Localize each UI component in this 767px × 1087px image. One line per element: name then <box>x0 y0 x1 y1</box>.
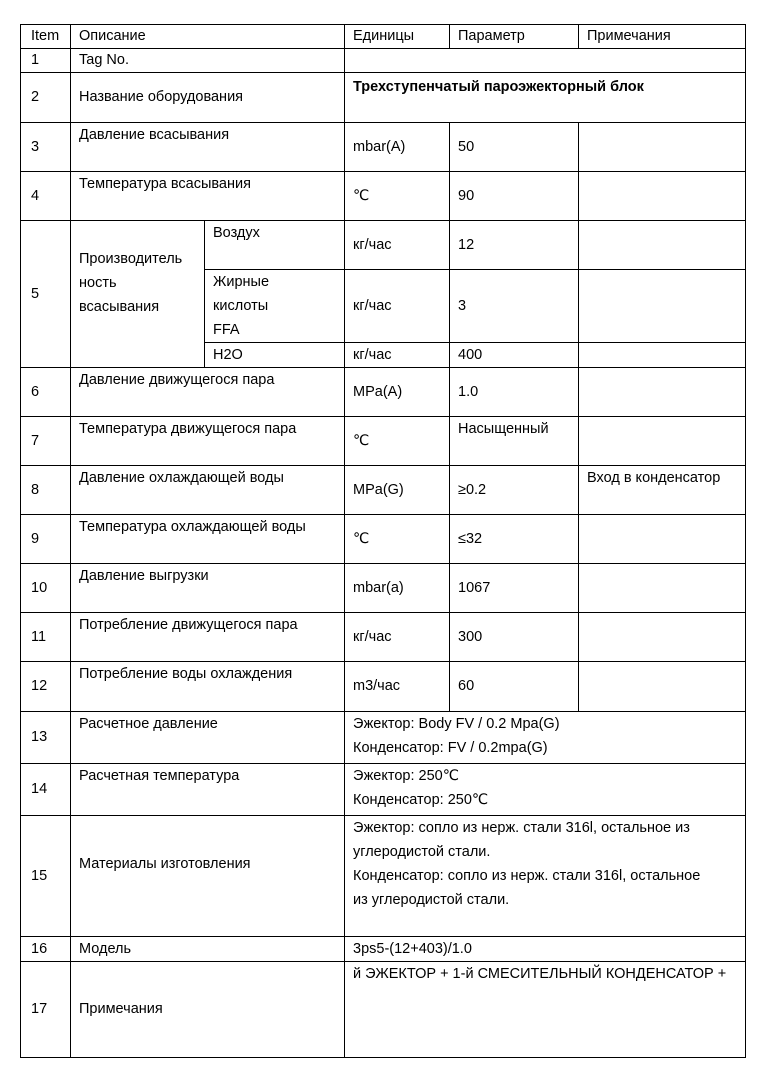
row-8-parameter: ≥0.2 <box>449 465 579 515</box>
row-11-description: Потребление движущегося пара <box>70 612 345 662</box>
row-16-description: Модель <box>70 936 345 962</box>
row-9-description: Температура охлаждающей воды <box>70 514 345 564</box>
row-5-sub-air-note <box>578 220 746 270</box>
row-10-number: 10 <box>20 563 71 613</box>
row-17-description: Примечания <box>70 961 345 1058</box>
row-9-parameter: ≤32 <box>449 514 579 564</box>
row-5-sub-h2o-unit: кг/час <box>344 342 450 368</box>
row-13-value: Эжектор: Body FV / 0.2 Mpa(G) Конденсатор: FV / 0.2mpa(G) <box>344 711 746 764</box>
row-5-sub-h2o-parameter: 400 <box>449 342 579 368</box>
row-14-description: Расчетная температура <box>70 763 345 816</box>
row-15-value: Эжектор: сопло из нерж. стали 316l, остальное из углеродистой стали. Конденсатор: сопло из нерж. стали 316l, остальное из углеродистой стали. <box>344 815 746 937</box>
row-8-description: Давление охлаждающей воды <box>70 465 345 515</box>
row-5-description: Производитель ность всасывания <box>70 220 205 368</box>
row-7-parameter: Насыщенный <box>449 416 579 466</box>
row-2-description: Название оборудования <box>70 72 345 123</box>
row-12-note <box>578 661 746 712</box>
row-4-note <box>578 171 746 221</box>
header-units: Единицы <box>344 24 450 49</box>
row-3-unit: mbar(A) <box>344 122 450 172</box>
row-10-unit: mbar(a) <box>344 563 450 613</box>
row-5-number: 5 <box>20 220 71 368</box>
row-8-note: Вход в конденсатор <box>578 465 746 515</box>
row-16-value: 3ps5-(12+403)/1.0 <box>344 936 746 962</box>
row-5-sub-air-name: Воздух <box>204 220 345 270</box>
row-1-number: 1 <box>20 48 71 73</box>
row-11-unit: кг/час <box>344 612 450 662</box>
row-6-parameter: 1.0 <box>449 367 579 417</box>
header-parameter: Параметр <box>449 24 579 49</box>
row-3-description: Давление всасывания <box>70 122 345 172</box>
row-12-number: 12 <box>20 661 71 712</box>
header-item: Item <box>20 24 71 49</box>
row-6-number: 6 <box>20 367 71 417</box>
row-16-number: 16 <box>20 936 71 962</box>
row-4-parameter: 90 <box>449 171 579 221</box>
row-8-unit: MPa(G) <box>344 465 450 515</box>
row-6-unit: MPa(A) <box>344 367 450 417</box>
row-9-note <box>578 514 746 564</box>
row-3-note <box>578 122 746 172</box>
row-14-value: Эжектор: 250℃ Конденсатор: 250℃ <box>344 763 746 816</box>
row-2-number: 2 <box>20 72 71 123</box>
header-notes: Примечания <box>578 24 746 49</box>
row-5-sub-air-parameter: 12 <box>449 220 579 270</box>
row-7-note <box>578 416 746 466</box>
row-4-unit: ℃ <box>344 171 450 221</box>
row-5-sub-h2o-name: H2O <box>204 342 345 368</box>
row-11-parameter: 300 <box>449 612 579 662</box>
row-1-description: Tag No. <box>70 48 345 73</box>
row-11-number: 11 <box>20 612 71 662</box>
row-8-number: 8 <box>20 465 71 515</box>
row-7-description: Температура движущегося пара <box>70 416 345 466</box>
row-15-description: Материалы изготовления <box>70 815 345 937</box>
row-17-value: й ЭЖЕКТОР + 1-й СМЕСИТЕЛЬНЫЙ КОНДЕНСАТОР + <box>344 961 746 1058</box>
row-7-number: 7 <box>20 416 71 466</box>
row-1-value <box>344 48 746 73</box>
row-15-number: 15 <box>20 815 71 937</box>
row-6-note <box>578 367 746 417</box>
row-3-number: 3 <box>20 122 71 172</box>
row-7-unit: ℃ <box>344 416 450 466</box>
row-10-note <box>578 563 746 613</box>
row-5-sub-ffa-unit: кг/час <box>344 269 450 343</box>
row-6-description: Давление движущегося пара <box>70 367 345 417</box>
row-10-description: Давление выгрузки <box>70 563 345 613</box>
row-12-description: Потребление воды охлаждения <box>70 661 345 712</box>
row-4-description: Температура всасывания <box>70 171 345 221</box>
row-5-sub-h2o-note <box>578 342 746 368</box>
row-9-number: 9 <box>20 514 71 564</box>
row-14-number: 14 <box>20 763 71 816</box>
row-12-parameter: 60 <box>449 661 579 712</box>
row-9-unit: ℃ <box>344 514 450 564</box>
row-10-parameter: 1067 <box>449 563 579 613</box>
row-2-value: Трехступенчатый пароэжекторный блок <box>344 72 746 123</box>
row-11-note <box>578 612 746 662</box>
row-5-sub-air-unit: кг/час <box>344 220 450 270</box>
row-13-number: 13 <box>20 711 71 764</box>
row-5-sub-ffa-note <box>578 269 746 343</box>
row-12-unit: m3/час <box>344 661 450 712</box>
row-4-number: 4 <box>20 171 71 221</box>
row-17-number: 17 <box>20 961 71 1058</box>
row-3-parameter: 50 <box>449 122 579 172</box>
header-description: Описание <box>70 24 345 49</box>
row-5-sub-ffa-name: Жирные кислоты FFA <box>204 269 345 343</box>
row-13-description: Расчетное давление <box>70 711 345 764</box>
row-5-sub-ffa-parameter: 3 <box>449 269 579 343</box>
